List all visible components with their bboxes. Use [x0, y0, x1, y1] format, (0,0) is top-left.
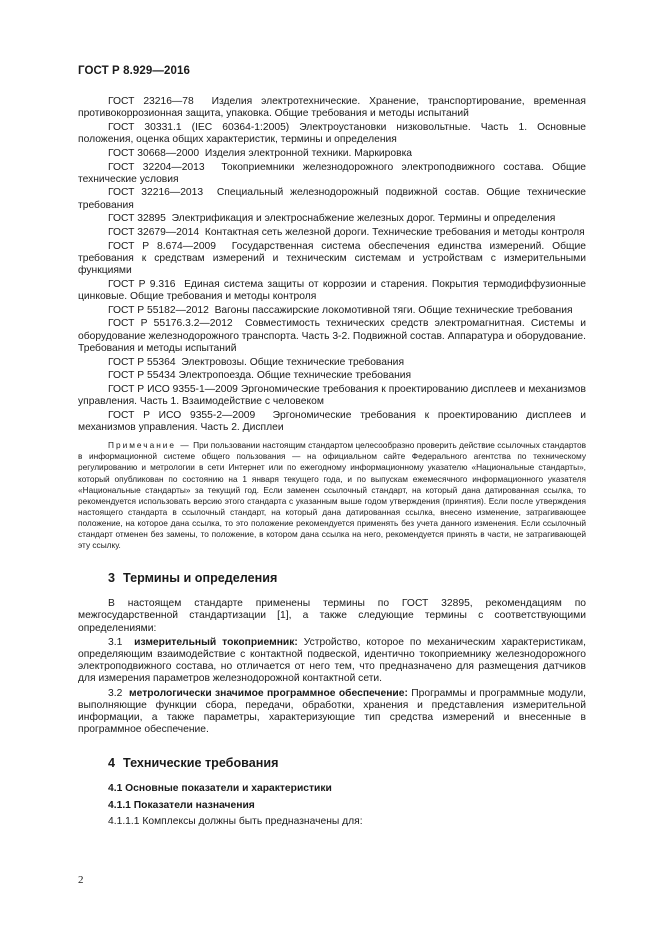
reference-item [78, 122, 586, 146]
reference-title: Электровозы. Общие технические требования [181, 356, 405, 368]
reference-code: ГОСТ Р 55176.3.2—2012 [108, 318, 233, 330]
reference-code: ГОСТ 32216—2013 [108, 187, 204, 199]
reference-title: Государственная система обеспечения единства измерений. Общие требования к средствам измерений и техническим системам и устройствам с измерительными функциями [78, 240, 586, 277]
reference-code: ГОСТ 32204—2013 [108, 161, 205, 173]
reference-title: Токоприемники железнодорожного электроподвижного состава. Общие технические условия [78, 161, 586, 185]
note-label: Примечание — [108, 440, 191, 451]
reference-item [78, 370, 586, 382]
reference-title: Электропоезда. Общие технические требования [178, 370, 412, 382]
reference-note [78, 440, 586, 551]
page-number: 2 [78, 874, 84, 886]
term-definition [78, 688, 586, 737]
section-title: Технические требования [123, 756, 279, 771]
reference-title: Изделия электротехнические. Хранение, транспортирование, временная противокоррозионная защита, упаковка. Общие требования и методы испытаний [78, 96, 586, 120]
term-name: измерительный токоприемник: [134, 636, 298, 648]
section-number: 4 [108, 756, 116, 771]
note-text: При пользовании настоящим стандартом целесообразно проверить действие ссылочных стандартов в информационной системе общего пользования — на официальном сайте Федерального агентства по техническому регулированию и метрологии в сети Интернет или по ежегодному информационному указателю «Национальные стандарты», который опубликован по состоянию на 1 января текущего года, и по выпускам ежемесячного информационного указателя «Национальные стандарты» за текущий год. Если заменен ссылочный стандарт, на который дана датированная ссылка, то рекомендуется использовать версию этого стандарта с указанным выше годом утверждения (принятия). Если после утверждения настоящего стандарта в ссылочный стандарт, на который дана датированная ссылка, внесено изменение, затрагивающее положение, на которое дана ссылка, то это положение рекомендуется применять без учета данного изменения. Если ссылочный стандарт отменен без замены, то положение, в котором дана ссылка на него, рекомендуется принять в части, не затрагивающей эту ссылку. [78, 440, 586, 551]
term-text: Программы и программные модули, выполняющие функции сбора, передачи, обработки, хранения и представления измерительной информации, а также параметры, характеризующие тип средства измерений и внесенные в программное обеспечение. [78, 687, 586, 736]
reference-title: Вагоны пассажирские локомотивной тяги. Общие технические требования [214, 304, 573, 316]
references-list [78, 96, 586, 434]
reference-code: ГОСТ 32895 [108, 213, 166, 225]
reference-item [78, 148, 586, 160]
reference-item [78, 318, 586, 355]
subsection-heading: 4.1 Основные показатели и характеристики [108, 783, 332, 795]
reference-code: ГОСТ Р 8.674—2009 [108, 240, 216, 252]
subsection-heading: 4.1.1 Показатели назначения [108, 799, 255, 811]
reference-item [78, 279, 586, 303]
reference-code: ГОСТ 30331.1 (IEC 60364-1:2005) [108, 121, 290, 133]
reference-title: Эргономические требования к проектированию дисплеев и механизмов управления. Часть 2. Дисплеи [78, 409, 586, 434]
reference-code: ГОСТ Р ИСО 9355-2—2009 [108, 409, 256, 421]
reference-title: Электроустановки низковольтные. Часть 1. Основные положения, оценка общих характеристик, термины и определения [78, 121, 586, 146]
term-name: метрологически значимое программное обеспечение: [129, 687, 408, 699]
reference-code: ГОСТ 32679—2014 [108, 227, 200, 239]
section-3-heading [78, 571, 586, 586]
reference-code: ГОСТ Р 55364 [108, 356, 176, 368]
term-number: 3.1 [108, 636, 123, 648]
reference-item [78, 305, 586, 317]
reference-item [78, 162, 586, 186]
clause-text: 4.1.1.1 Комплексы должны быть предназначены для: [108, 815, 363, 827]
document-header: ГОСТ Р 8.929—2016 [78, 65, 190, 77]
reference-item [78, 357, 586, 369]
reference-title: Специальный железнодорожный подвижной состав. Общие технические требования [78, 187, 586, 211]
reference-title: Контактная сеть железной дороги. Технические требования и методы контроля [204, 227, 585, 239]
reference-item [78, 187, 586, 211]
reference-code: ГОСТ Р ИСО 9355-1—2009 [108, 383, 238, 395]
section-4-heading [78, 756, 586, 771]
section-3-intro: В настоящем стандарте применены термины по ГОСТ 32895, рекомендациям по межгосударственной стандартизации [1], а также следующие термины с соответствующими определениями: [78, 598, 586, 634]
term-definition [78, 637, 586, 686]
reference-code: ГОСТ Р 9.316 [108, 278, 176, 290]
reference-item [78, 227, 586, 239]
section-title: Термины и определения [123, 571, 278, 586]
reference-title: Электрификация и электроснабжение железных дорог. Термины и определения [171, 213, 556, 225]
reference-item [78, 384, 586, 408]
reference-code: ГОСТ Р 55182—2012 [108, 304, 209, 316]
reference-code: ГОСТ Р 55434 [108, 370, 176, 382]
reference-title: Эргономические требования к проектированию дисплеев и механизмов управления. Часть 1. Взаимодействие с человеком [78, 383, 586, 408]
reference-item [78, 410, 586, 434]
reference-code: ГОСТ 30668—2000 [108, 147, 200, 159]
reference-item [78, 96, 586, 120]
term-number: 3.2 [108, 687, 123, 699]
reference-title: Единая система защиты от коррозии и старения. Покрытия термодиффузионные цинковые. Общие требования и методы контроля [78, 278, 586, 303]
reference-item [78, 213, 586, 225]
document-body [78, 96, 586, 828]
term-text: Устройство, которое по механическим характеристикам, определяющим взаимодействие с контактной подвеской, идентично токоприемнику железнодорожного электроподвижного состава, но отличается от него тем, что предназначено для размещения датчиков для измерения параметров железнодорожной контактной сети. [78, 636, 586, 685]
section-number: 3 [108, 571, 116, 586]
reference-title: Изделия электронной техники. Маркировка [204, 147, 413, 159]
reference-code: ГОСТ 23216—78 [108, 96, 194, 107]
reference-item [78, 241, 586, 278]
reference-title: Совместимость технических средств электромагнитная. Системы и оборудование железнодорожного транспорта. Часть 3-2. Подвижной состав. Аппаратура и оборудование. Требования и методы испытаний [78, 318, 587, 354]
